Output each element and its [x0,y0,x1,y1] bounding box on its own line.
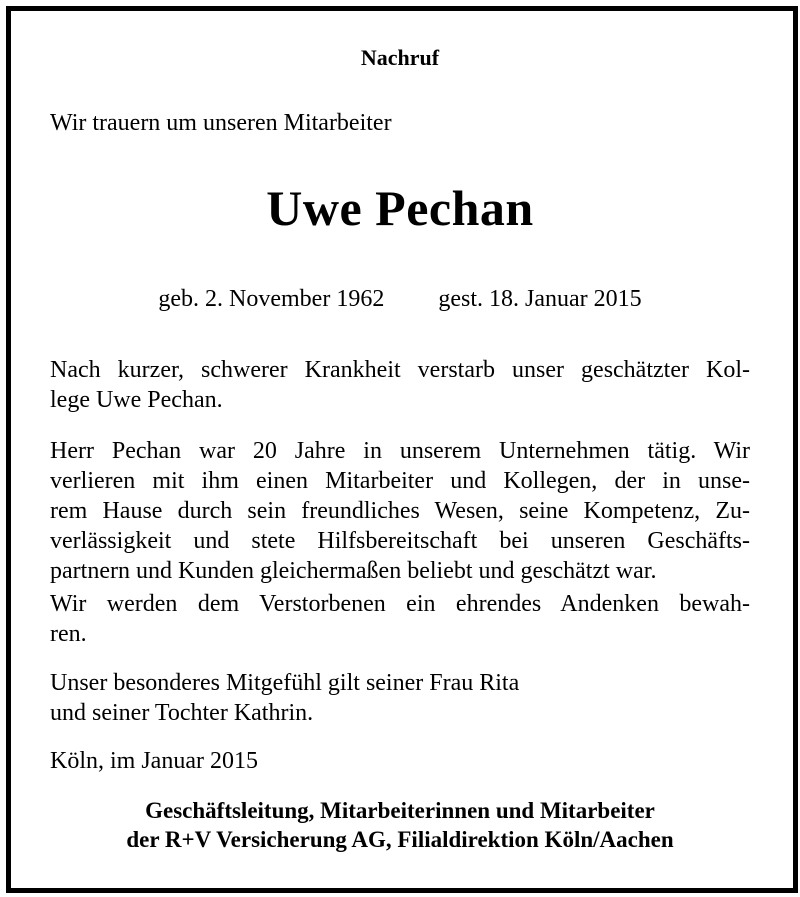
paragraph-illness [50,355,750,415]
paragraph-line: verlieren mit ihm einen Mitarbeiter und Kollegen, der in unse- [50,468,750,494]
paragraph-career [50,436,750,586]
paragraph-line: rem Hause durch sein freundliches Wesen, seine Kompetenz, Zu- [50,498,750,524]
paragraph-line: partnern und Kunden gleichermaßen beliebt und geschätzt war. [50,558,657,584]
paragraph-line: verlässigkeit und stete Hilfsbereitschaft bei unseren Geschäfts- [50,528,750,554]
death-date: gest. 18. Januar 2015 [438,286,642,312]
paragraph-line: Unser besonderes Mitgefühl gilt seiner Frau Rita [50,670,520,696]
intro-text: Wir trauern um unseren Mitarbeiter [50,110,392,136]
paragraph-line: Herr Pechan war 20 Jahre in unserem Unternehmen tätig. Wir [50,438,750,464]
place-and-date: Köln, im Januar 2015 [50,748,258,774]
paragraph-line: ren. [50,621,87,647]
paragraph-line: und seiner Tochter Kathrin. [50,700,314,726]
obituary-heading: Nachruf [360,45,440,70]
paragraph-line: Wir werden dem Verstorbenen ein ehrendes Andenken bewah- [50,591,750,617]
birth-date: geb. 2. November 1962 [158,286,385,312]
signature-line: der R+V Versicherung AG, Filialdirektion Köln/Aachen [126,827,674,852]
paragraph-line: lege Uwe Pechan. [50,387,223,413]
signature-line: Geschäftsleitung, Mitarbeiterinnen und Mitarbeiter [145,798,655,823]
deceased-name: Uwe Pechan [266,180,534,236]
paragraph-remembrance [50,589,750,649]
paragraph-line: Nach kurzer, schwerer Krankheit verstarb unser geschätzter Kol- [50,357,750,383]
signature-block [0,796,800,854]
paragraph-condolences [50,668,750,728]
life-dates [0,283,800,315]
